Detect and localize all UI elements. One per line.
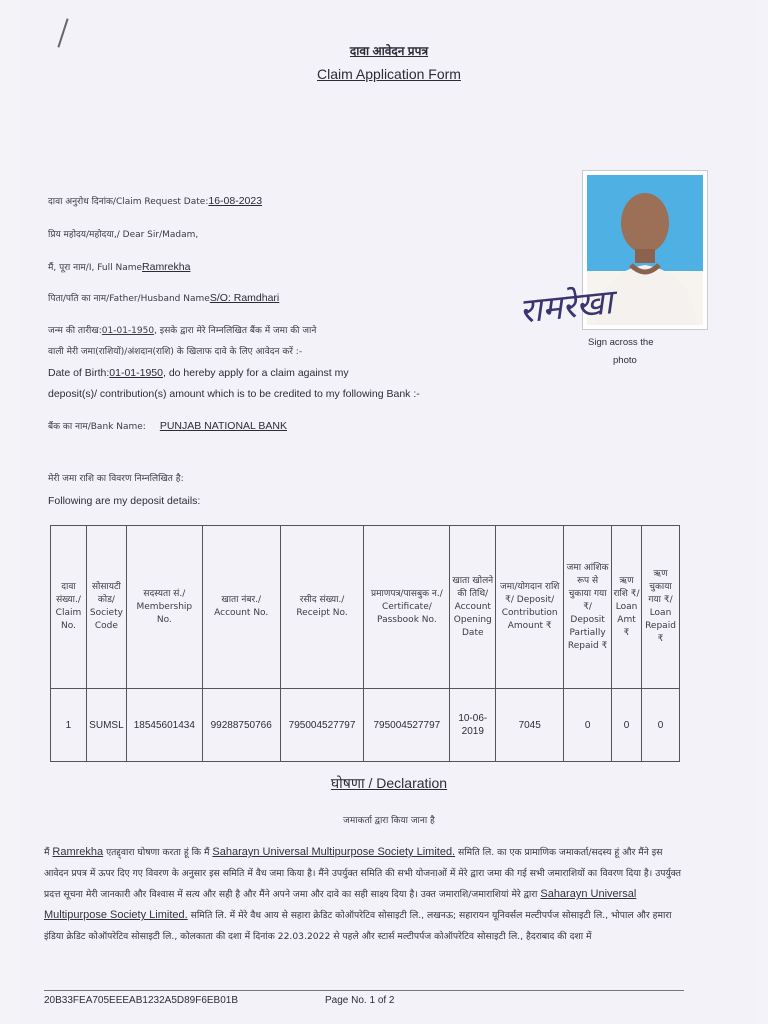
header-loan-repaid: ऋण चुकाया गया ₹/ Loan Repaid ₹ — [641, 526, 679, 689]
dob-hindi-line2: वाली मेरी जमा(राशियों)/अंशदान(राशि) के खिलाफ दावे के लिए आवेदन करें :- — [48, 347, 303, 357]
full-name-label: मैं, पूरा नाम/I, Full Name — [48, 263, 143, 273]
table-header-row — [51, 526, 680, 689]
header-receipt-no: रसीद संख्या./ Receipt No. — [280, 526, 364, 689]
bank-label: बैंक का नाम/Bank Name: — [48, 422, 146, 432]
declaration-paragraph — [44, 842, 684, 947]
header-membership-no: सदस्यता सं./ Membership No. — [126, 526, 202, 689]
declaration-society-1: Saharayn Universal Multipurpose Society Limited. — [212, 846, 456, 858]
full-name-row — [48, 260, 190, 275]
dob-english-pre: Date of Birth: — [48, 367, 110, 379]
footer-page-number: Page No. 1 of 2 — [325, 995, 395, 1006]
bank-value: PUNJAB NATIONAL BANK — [159, 420, 288, 432]
declaration-subtitle: जमाकर्ता द्वारा किया जाना है — [343, 816, 435, 826]
father-name-row — [48, 291, 279, 306]
header-account-no: खाता नंबर./ Account No. — [202, 526, 280, 689]
cell-receipt-no: 795004527797 — [280, 689, 364, 762]
document-page — [22, 0, 756, 1024]
greeting: प्रिय महोदय/महोदया,/ Dear Sir/Madam, — [48, 230, 199, 240]
dob-english-value: 01-01-1950 — [109, 367, 163, 379]
request-date-row — [48, 194, 262, 209]
declaration-text-4: समिति लि. में मेरे वैध आय से सहारा क्रेडिट कोऑपरेटिव सोसाइटी लि., लखनऊ; सहारायन यूनिवर्सल मल्टीपर्पज सोसाइटी लि., भोपाल और हमारा इंडिया क्रेडिट कोऑपरेटिव सोसाइटी लि., कोलकाता की दशा में दिनांक 22.03.2022 से पहले और स्टार्स मल्टीपर्पज कोऑपरेटिव सोसाइटी लि., हैदराबाद की दशा में — [44, 910, 672, 942]
deposit-intro-hindi: मेरी जमा राशि का विवरण निम्नलिखित है: — [48, 474, 184, 484]
bank-row — [48, 419, 287, 434]
cell-membership-no: 18545601434 — [126, 689, 202, 762]
cell-deposit-amount: 7045 — [496, 689, 564, 762]
deposit-intro-english: Following are my deposit details: — [48, 495, 201, 507]
declaration-text-3: समिति लि. का एक प्रामाणिक जमाकर्ता/सदस्य हूं और मैंने इस आवेदन प्रपत्र में ऊपर दिए गए विवरण के अनुसार इस समिति में वैध जमा किया है। मैंने उपर्युक्त समिति की सभी योजनाओं में मेरे द्वारा जमा की गई सभी जमाराशियों का विवरण दिया है। उपर्युक्त प्रदत्त सूचना मेरी जानकारी और विश्वास में सत्य और सही है और मैंने अपने जमा और दावे का सही साक्ष्य दिया है। उक्त जमाराशि/जमाराशियां मेरे द्वारा — [44, 847, 681, 900]
father-name-value: S/O: Ramdhari — [209, 292, 280, 304]
dob-english-post: , do hereby apply for a claim against my — [163, 367, 349, 379]
deposit-table — [50, 525, 680, 762]
header-partially-repaid: जमा आंशिक रूप से चुकाया गया ₹/ Deposit Partially Repaid ₹ — [564, 526, 612, 689]
cell-opening-date: 10-06-2019 — [450, 689, 496, 762]
sign-caption-1: Sign across the — [588, 337, 654, 348]
father-name-label: पिता/पति का नाम/Father/Husband Name — [48, 294, 210, 304]
declaration-text-2: एतद्द्वारा घोषणा करता हूं कि मैं — [103, 847, 213, 858]
cell-loan-repaid: 0 — [641, 689, 679, 762]
declaration-text-1: मैं — [44, 847, 50, 858]
dob-english-line1 — [48, 366, 349, 380]
cell-account-no: 99288750766 — [202, 689, 280, 762]
header-claim-no: दावा संख्या./ Claim No. — [51, 526, 87, 689]
cell-certificate-no: 795004527797 — [364, 689, 450, 762]
footer-divider — [44, 990, 684, 991]
dob-hindi-post: , इसके द्वारा मेरे निम्नलिखित बैंक में जमा की जाने — [154, 326, 317, 336]
sign-caption-2: photo — [613, 355, 637, 366]
dob-english-line2: deposit(s)/ contribution(s) amount which is to be credited to my following Bank :- — [48, 388, 420, 400]
dob-hindi-pre: जन्म की तारीख: — [48, 326, 102, 336]
declaration-society-2: Saharayn Universal Multipurpose Society Limited. — [44, 888, 637, 921]
footer-doc-id: 20B33FEA705EEEAB1232A5D89F6EB01B — [44, 995, 239, 1006]
dob-hindi-line1 — [48, 324, 316, 338]
header-society-code: सोसायटी कोड/ Society Code — [86, 526, 126, 689]
full-name-value: Ramrekha — [142, 261, 191, 273]
declaration-name: Ramrekha — [52, 846, 104, 858]
header-deposit-amount: जमा/योगदान राशि ₹/ Deposit/ Contribution Amount ₹ — [496, 526, 564, 689]
cell-society-code: SUMSL — [86, 689, 126, 762]
header-opening-date: खाता खोलने की तिथि/ Account Opening Date — [450, 526, 496, 689]
request-date-label: दावा अनुरोध दिनांक/Claim Request Date: — [48, 197, 209, 207]
request-date-value: 16-08-2023 — [208, 195, 263, 207]
cell-partially-repaid: 0 — [564, 689, 612, 762]
cell-loan-amt: 0 — [612, 689, 642, 762]
dob-hindi-value: 01-01-1950 — [101, 326, 155, 336]
table-row — [51, 689, 680, 762]
header-certificate-no: प्रमाणपत्र/पासबुक न./ Certificate/ Passbook No. — [364, 526, 450, 689]
declaration-title: घोषणा / Declaration — [330, 775, 448, 791]
signature: रामरेखा — [517, 282, 615, 332]
title-hindi: दावा आवेदन प्रपत्र — [349, 44, 429, 58]
title-english: Claim Application Form — [317, 66, 461, 82]
header-loan-amt: ऋण राशि ₹/ Loan Amt ₹ — [612, 526, 642, 689]
cell-claim-no: 1 — [51, 689, 87, 762]
